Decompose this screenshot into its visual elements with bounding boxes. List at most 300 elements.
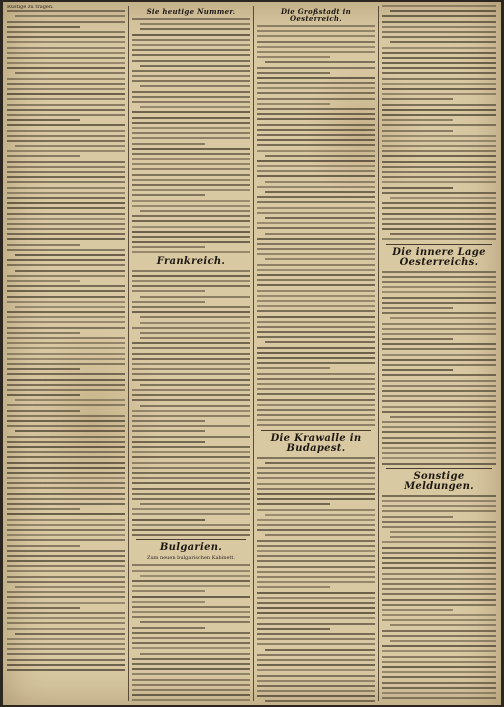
text-line bbox=[390, 41, 496, 43]
text-line bbox=[7, 124, 125, 126]
text-line bbox=[132, 611, 250, 613]
text-line bbox=[382, 547, 496, 549]
text-line bbox=[7, 524, 125, 526]
subheadline-kabinett: Zum neuen bulgarischen Kabinett. bbox=[146, 555, 236, 562]
text-line bbox=[7, 301, 125, 303]
text-line bbox=[7, 358, 125, 360]
text-line bbox=[132, 358, 250, 360]
text-line bbox=[257, 383, 375, 385]
text-line bbox=[7, 337, 125, 339]
text-line bbox=[382, 557, 496, 559]
text-line bbox=[382, 516, 453, 518]
text-line bbox=[257, 87, 375, 89]
text-line bbox=[7, 213, 125, 215]
text-line bbox=[132, 699, 250, 701]
text-line bbox=[132, 534, 250, 536]
text-line bbox=[257, 103, 330, 105]
text-line bbox=[382, 380, 496, 382]
text-line bbox=[382, 119, 453, 121]
text-line bbox=[257, 243, 375, 245]
text-line bbox=[265, 258, 375, 260]
text-line bbox=[140, 296, 250, 298]
text-line bbox=[382, 192, 496, 194]
column-3-body-a bbox=[257, 25, 375, 426]
text-line bbox=[7, 653, 125, 655]
text-line bbox=[265, 217, 375, 219]
text-line bbox=[257, 607, 375, 609]
text-line bbox=[132, 275, 250, 277]
text-line bbox=[257, 602, 375, 604]
text-line bbox=[382, 521, 496, 523]
text-line bbox=[257, 347, 375, 349]
text-line bbox=[140, 405, 250, 407]
text-line bbox=[132, 513, 250, 515]
text-line bbox=[382, 500, 496, 502]
text-line bbox=[382, 650, 496, 652]
text-line bbox=[382, 130, 453, 132]
text-line bbox=[132, 363, 250, 365]
text-line bbox=[382, 671, 496, 673]
text-line bbox=[7, 176, 125, 178]
column-3-body-b bbox=[257, 457, 375, 702]
text-line bbox=[7, 368, 80, 370]
text-line bbox=[132, 642, 250, 644]
text-line bbox=[132, 246, 205, 248]
text-line bbox=[7, 404, 125, 406]
text-line bbox=[257, 597, 375, 599]
text-line bbox=[7, 41, 125, 43]
text-line bbox=[7, 233, 125, 235]
text-line bbox=[382, 145, 496, 147]
text-line bbox=[257, 545, 375, 547]
text-line bbox=[257, 238, 375, 240]
text-line bbox=[132, 410, 250, 412]
text-line bbox=[382, 202, 496, 204]
text-line bbox=[132, 18, 250, 20]
text-line bbox=[132, 606, 250, 608]
text-line bbox=[257, 680, 375, 682]
text-line bbox=[132, 194, 205, 196]
headline-krawalle-budapest: Die Krawalle in Budapest. bbox=[270, 432, 362, 454]
text-line bbox=[132, 441, 205, 443]
text-line bbox=[7, 394, 80, 396]
text-line bbox=[382, 78, 496, 80]
text-line bbox=[257, 175, 375, 177]
text-line bbox=[390, 531, 496, 533]
text-line bbox=[7, 311, 125, 313]
headline-sonstige-meldungen: Sonstige Meldungen. bbox=[404, 470, 474, 492]
text-line bbox=[132, 601, 205, 603]
text-line bbox=[257, 196, 375, 198]
text-line bbox=[132, 482, 250, 484]
text-line bbox=[382, 276, 496, 278]
text-line bbox=[7, 31, 125, 33]
text-line bbox=[390, 624, 496, 626]
text-line bbox=[7, 342, 125, 344]
text-line bbox=[15, 15, 125, 17]
text-line bbox=[132, 658, 250, 660]
text-line bbox=[257, 321, 375, 323]
text-line bbox=[257, 529, 375, 531]
text-line bbox=[132, 231, 250, 233]
text-line bbox=[382, 21, 496, 23]
text-line bbox=[7, 332, 80, 334]
text-line bbox=[132, 368, 250, 370]
text-line bbox=[382, 47, 496, 49]
text-line bbox=[257, 472, 375, 474]
text-line bbox=[132, 570, 250, 572]
text-line bbox=[257, 227, 375, 229]
text-line bbox=[257, 540, 375, 542]
text-line bbox=[132, 290, 205, 292]
text-line bbox=[257, 269, 375, 271]
text-line bbox=[7, 529, 125, 531]
column-2-body-a bbox=[132, 18, 250, 253]
text-line bbox=[132, 684, 250, 686]
text-line bbox=[257, 664, 375, 666]
text-line bbox=[140, 106, 250, 108]
text-line bbox=[382, 666, 496, 668]
text-line bbox=[382, 552, 496, 554]
text-line bbox=[7, 150, 125, 152]
text-line bbox=[382, 297, 496, 299]
text-line bbox=[382, 359, 496, 361]
text-line bbox=[257, 659, 375, 661]
text-line bbox=[7, 161, 125, 163]
text-line bbox=[7, 570, 125, 572]
text-line bbox=[382, 176, 496, 178]
text-line bbox=[132, 616, 250, 618]
text-line bbox=[257, 118, 375, 120]
text-line bbox=[257, 352, 375, 354]
text-line bbox=[132, 215, 250, 217]
text-line bbox=[257, 419, 375, 421]
text-line bbox=[7, 353, 125, 355]
text-line bbox=[257, 113, 375, 115]
text-line bbox=[132, 122, 250, 124]
text-line bbox=[382, 676, 496, 678]
text-line bbox=[7, 238, 125, 240]
text-line bbox=[257, 207, 375, 209]
text-line bbox=[257, 253, 375, 255]
text-line bbox=[382, 692, 496, 694]
text-line bbox=[382, 135, 496, 137]
text-line bbox=[132, 205, 250, 207]
text-line bbox=[382, 682, 496, 684]
text-line bbox=[257, 695, 375, 697]
text-line bbox=[132, 80, 250, 82]
text-line bbox=[257, 643, 375, 645]
text-line bbox=[382, 374, 496, 376]
text-line bbox=[7, 187, 125, 189]
text-line bbox=[257, 576, 375, 578]
text-line bbox=[7, 622, 125, 624]
text-line bbox=[257, 404, 375, 406]
text-line bbox=[257, 160, 375, 162]
text-line bbox=[7, 519, 125, 521]
text-line bbox=[7, 47, 125, 49]
text-line bbox=[132, 270, 250, 272]
text-line bbox=[257, 51, 375, 53]
text-line bbox=[257, 30, 375, 32]
text-line bbox=[7, 93, 125, 95]
text-line bbox=[140, 384, 250, 386]
text-line bbox=[382, 72, 496, 74]
section-divider bbox=[386, 244, 492, 245]
text-line bbox=[132, 132, 250, 134]
text-line bbox=[132, 60, 250, 62]
text-line bbox=[132, 301, 205, 303]
text-line bbox=[382, 630, 496, 632]
text-line bbox=[257, 362, 375, 364]
text-line bbox=[257, 467, 375, 469]
text-line bbox=[7, 389, 125, 391]
text-line bbox=[382, 213, 496, 215]
text-line bbox=[382, 338, 453, 340]
column-4-body-a bbox=[382, 5, 496, 240]
text-line bbox=[382, 166, 496, 168]
newspaper-page bbox=[3, 2, 501, 705]
text-line bbox=[132, 280, 250, 282]
text-line bbox=[257, 550, 375, 552]
text-line bbox=[257, 77, 375, 79]
text-line bbox=[382, 333, 496, 335]
text-line bbox=[132, 524, 250, 526]
text-line bbox=[132, 637, 250, 639]
text-line bbox=[382, 223, 496, 225]
text-line bbox=[382, 426, 496, 428]
text-line bbox=[382, 442, 496, 444]
text-line bbox=[265, 233, 375, 235]
text-line bbox=[257, 46, 375, 48]
text-line bbox=[7, 379, 125, 381]
text-line bbox=[257, 581, 375, 583]
text-line bbox=[257, 331, 375, 333]
text-line bbox=[7, 487, 125, 489]
text-line bbox=[7, 244, 80, 246]
text-line bbox=[382, 57, 496, 59]
text-line bbox=[257, 457, 375, 459]
text-line bbox=[7, 207, 125, 209]
text-line bbox=[15, 399, 125, 401]
text-line bbox=[382, 661, 496, 663]
text-line bbox=[132, 158, 250, 160]
text-line bbox=[132, 451, 250, 453]
text-line bbox=[382, 614, 496, 616]
text-line bbox=[382, 5, 496, 7]
text-line bbox=[132, 311, 250, 313]
column-1 bbox=[7, 5, 125, 702]
text-line bbox=[7, 555, 125, 557]
text-line bbox=[132, 117, 250, 119]
text-line bbox=[257, 690, 375, 692]
text-line bbox=[257, 134, 375, 136]
text-line bbox=[257, 477, 375, 479]
text-line bbox=[382, 187, 453, 189]
text-line bbox=[257, 150, 375, 152]
text-line bbox=[7, 88, 125, 90]
text-line bbox=[382, 583, 496, 585]
text-line bbox=[132, 34, 250, 36]
text-line bbox=[7, 218, 125, 220]
text-line bbox=[7, 57, 125, 59]
text-line bbox=[132, 179, 250, 181]
text-line bbox=[390, 640, 496, 642]
text-line bbox=[7, 202, 125, 204]
text-line bbox=[257, 592, 375, 594]
text-line bbox=[140, 621, 250, 623]
text-line bbox=[15, 306, 125, 308]
text-line bbox=[7, 21, 125, 23]
section-divider bbox=[261, 430, 371, 431]
text-line bbox=[382, 619, 496, 621]
text-line bbox=[7, 415, 125, 417]
text-line bbox=[7, 493, 125, 495]
text-line bbox=[382, 150, 496, 152]
text-line bbox=[257, 25, 375, 27]
text-line bbox=[382, 369, 453, 371]
text-line bbox=[257, 493, 375, 495]
text-line bbox=[257, 129, 375, 131]
text-line bbox=[382, 656, 496, 658]
text-line bbox=[132, 241, 250, 243]
text-line bbox=[140, 65, 250, 67]
text-line bbox=[7, 565, 125, 567]
text-line bbox=[382, 687, 496, 689]
text-line bbox=[132, 379, 250, 381]
text-line bbox=[7, 296, 125, 298]
text-line bbox=[257, 279, 375, 281]
text-line bbox=[382, 400, 496, 402]
text-line bbox=[382, 526, 496, 528]
text-line bbox=[140, 28, 250, 30]
text-line bbox=[7, 643, 125, 645]
text-line bbox=[132, 627, 205, 629]
text-line bbox=[15, 270, 125, 272]
text-line bbox=[382, 328, 496, 330]
text-line bbox=[132, 647, 250, 649]
text-line bbox=[132, 472, 250, 474]
column-2-body-b bbox=[132, 270, 250, 537]
text-line bbox=[7, 36, 125, 38]
text-line bbox=[7, 503, 125, 505]
text-line bbox=[257, 165, 375, 167]
text-line bbox=[15, 430, 125, 432]
text-line bbox=[382, 52, 496, 54]
text-line bbox=[257, 509, 375, 511]
text-line bbox=[7, 638, 125, 640]
text-line bbox=[7, 10, 125, 12]
text-line bbox=[15, 254, 125, 256]
text-line bbox=[382, 124, 496, 126]
text-line bbox=[132, 75, 250, 77]
text-line bbox=[132, 425, 250, 427]
text-line bbox=[382, 437, 496, 439]
text-line bbox=[257, 586, 330, 588]
text-line bbox=[382, 573, 496, 575]
text-line bbox=[7, 467, 125, 469]
text-line bbox=[257, 483, 375, 485]
text-line bbox=[382, 395, 496, 397]
text-line bbox=[7, 363, 125, 365]
text-line bbox=[7, 545, 80, 547]
text-line bbox=[382, 343, 496, 345]
text-line bbox=[257, 67, 375, 69]
text-line bbox=[257, 310, 375, 312]
text-line bbox=[382, 406, 496, 408]
text-line bbox=[140, 337, 250, 339]
text-line bbox=[257, 82, 375, 84]
text-line bbox=[257, 222, 375, 224]
text-line bbox=[132, 519, 205, 521]
text-line bbox=[257, 388, 375, 390]
text-line bbox=[382, 31, 496, 33]
text-line bbox=[257, 378, 375, 380]
text-line bbox=[257, 373, 375, 375]
text-line bbox=[382, 495, 496, 497]
text-line bbox=[257, 170, 375, 172]
text-line bbox=[7, 581, 125, 583]
text-line bbox=[382, 155, 496, 157]
text-line bbox=[132, 226, 250, 228]
text-line bbox=[7, 166, 125, 168]
text-line bbox=[257, 72, 330, 74]
text-line bbox=[257, 628, 330, 630]
text-line bbox=[15, 72, 125, 74]
text-line bbox=[132, 251, 250, 253]
text-line bbox=[140, 653, 250, 655]
text-line bbox=[7, 228, 125, 230]
text-line bbox=[7, 327, 125, 329]
text-line bbox=[257, 201, 375, 203]
text-line bbox=[7, 436, 125, 438]
text-line bbox=[132, 689, 250, 691]
text-line bbox=[382, 93, 496, 95]
text-line bbox=[382, 364, 496, 366]
text-line bbox=[382, 447, 496, 449]
text-line bbox=[265, 700, 375, 702]
text-line bbox=[132, 353, 250, 355]
text-line bbox=[382, 207, 496, 209]
text-line bbox=[132, 399, 250, 401]
text-line bbox=[132, 189, 250, 191]
column-4 bbox=[382, 5, 496, 702]
text-line bbox=[132, 163, 250, 165]
text-line bbox=[7, 472, 125, 474]
text-line bbox=[257, 336, 375, 338]
text-line bbox=[382, 452, 496, 454]
text-line bbox=[132, 49, 250, 51]
text-line bbox=[132, 174, 250, 176]
text-line bbox=[257, 326, 375, 328]
text-line bbox=[257, 669, 375, 671]
text-line bbox=[7, 607, 80, 609]
text-line bbox=[382, 218, 496, 220]
text-line bbox=[265, 191, 375, 193]
headline-grossstadt: Die Großstadt in Oesterreich. bbox=[280, 7, 352, 23]
text-line bbox=[7, 456, 125, 458]
text-line bbox=[7, 285, 125, 287]
text-line bbox=[382, 411, 496, 413]
text-line bbox=[140, 332, 250, 334]
text-line bbox=[257, 393, 375, 395]
text-line bbox=[382, 161, 496, 163]
text-line bbox=[382, 171, 496, 173]
text-line bbox=[382, 635, 496, 637]
text-line bbox=[132, 529, 250, 531]
text-line bbox=[7, 104, 125, 106]
text-line bbox=[7, 628, 125, 630]
